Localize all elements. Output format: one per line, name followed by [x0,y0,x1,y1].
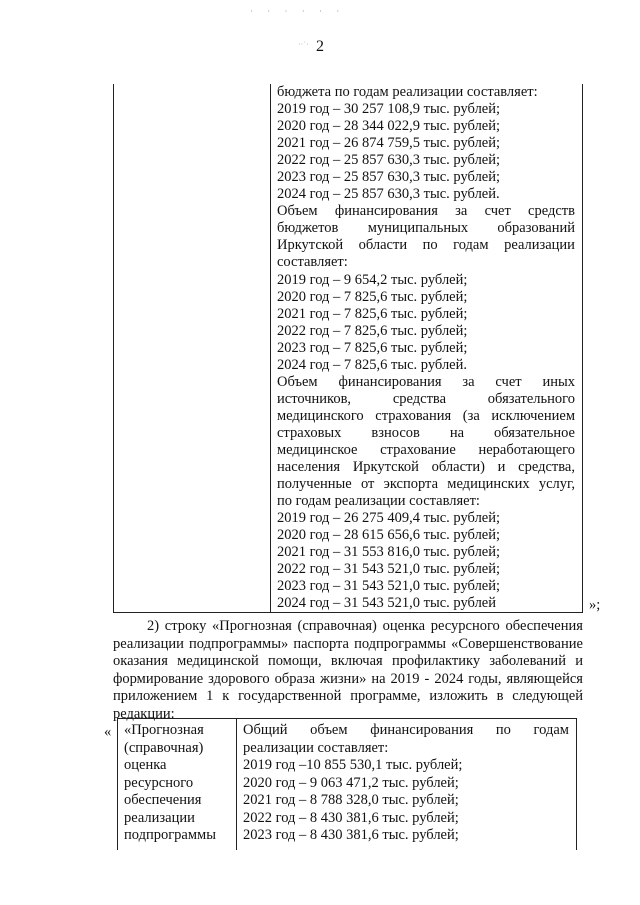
scan-specks: · · · · · · [250,6,346,16]
text-line: 2020 год – 28 344 022,9 тыс. рублей; [277,118,501,135]
text-line: медицинского страхования (за исключением [277,407,575,424]
text-line: 2022 год – 31 543 521,0 тыс. рублей; [277,561,501,578]
table-column-divider [270,84,271,612]
text-line: оказания медицинской помощи, включая профилактику заболеваний и [113,653,583,669]
text-line: 2019 год – 30 257 108,9 тыс. рублей; [277,101,501,118]
table-column-divider [236,719,237,850]
text-line: составляет: [277,254,348,271]
text-line: ресурсного [124,774,194,791]
funding-text-cell [277,84,575,612]
funding-table-top [113,84,583,613]
text-line: 2019 год –10 855 530,1 тыс. рублей; [243,757,463,773]
text-line: 2) строку «Прогнозная (справочная) оценка ресурсного обеспечения [147,618,583,634]
text-line: 2024 год – 31 543 521,0 тыс. рублей [277,595,497,612]
text-line: «Прогнозная [124,722,204,738]
text-line: Иркутской области по годам реализации [277,237,575,254]
text-line: редакции: [113,705,175,722]
funding-text-cell [243,722,569,845]
text-line: страховых взносов на обязательное [277,424,575,441]
text-line: 2020 год – 28 615 656,6 тыс. рублей; [277,527,501,544]
text-line: 2023 год – 7 825,6 тыс. рублей; [277,339,468,356]
text-line: 2024 год – 25 857 630,3 тыс. рублей. [277,186,500,203]
text-line: реализации составляет: [243,739,389,756]
scan-specks-small: ··˙· [298,40,309,49]
funding-table-bottom [117,718,577,850]
text-line: 2020 год – 7 825,6 тыс. рублей; [277,288,468,305]
text-line: 2021 год – 8 788 328,0 тыс. рублей; [243,792,459,808]
text-line: оценка [124,757,167,773]
text-line: (справочная) [124,739,204,756]
opening-quote: « [104,724,112,740]
text-line: бюджетов муниципальных образований [277,220,575,237]
text-line: обеспечения [124,792,202,808]
text-line: по годам реализации составляет: [277,493,480,510]
text-line: реализации [124,809,195,826]
page-number: 2 [316,38,324,55]
row-label-cell [124,722,232,845]
text-line: реализации подпрограммы» паспорта подпрограммы «Совершенствование [113,635,583,652]
text-line: 2021 год – 31 553 816,0 тыс. рублей; [277,544,501,561]
text-line: 2022 год – 8 430 381,6 тыс. рублей; [243,809,459,826]
text-line: 2019 год – 26 275 409,4 тыс. рублей; [277,510,501,527]
text-line: 2023 год – 25 857 630,3 тыс. рублей; [277,169,501,186]
text-line: Объем финансирования за счет иных [277,373,575,390]
text-line: 2022 год – 7 825,6 тыс. рублей; [277,322,468,339]
text-line: 2023 год – 8 430 381,6 тыс. рублей; [243,827,459,843]
text-line: 2019 год – 9 654,2 тыс. рублей; [277,271,468,288]
amendment-paragraph [113,618,583,723]
text-line: Объем финансирования за счет средств [277,203,575,220]
text-line: 2021 год – 7 825,6 тыс. рублей; [277,305,468,322]
text-line: источников, средства обязательного [277,390,575,407]
text-line: формирование здорового образа жизни» на 2019 - 2024 годы, являющейся [113,670,583,687]
text-line: 2021 год – 26 874 759,5 тыс. рублей; [277,135,501,152]
text-line: Общий объем финансирования по годам [243,722,569,738]
text-line: 2024 год – 7 825,6 тыс. рублей. [277,356,468,373]
text-line: приложением 1 к государственной программе, изложить в следующей [113,688,583,704]
text-line: населения Иркутской области) и средства, [277,459,575,476]
closing-quote: »; [589,597,601,613]
text-line: 2022 год – 25 857 630,3 тыс. рублей; [277,152,501,169]
text-line: бюджета по годам реализации составляет: [277,84,538,100]
text-line: 2023 год – 31 543 521,0 тыс. рублей; [277,578,501,595]
text-line: медицинское страхование неработающего [277,441,575,458]
text-line: полученные от экспорта медицинских услуг, [277,476,575,493]
text-line: 2020 год – 9 063 471,2 тыс. рублей; [243,774,459,791]
text-line: подпрограммы [124,827,216,843]
